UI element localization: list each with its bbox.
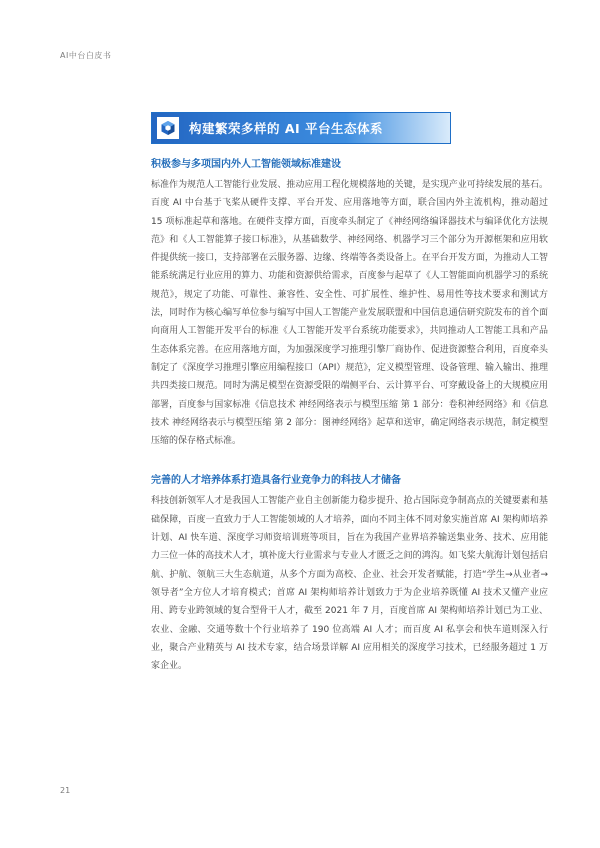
- page-number: 21: [60, 786, 71, 795]
- section-talent: [151, 472, 548, 675]
- running-header: AI中台白皮书: [60, 51, 112, 60]
- section-banner: [151, 112, 451, 144]
- section-heading: 积极参与多项国内外人工智能领域标准建设: [151, 159, 341, 170]
- cube-icon: [157, 117, 179, 139]
- section-title: 构建繁荣多样的 AI 平台生态体系: [189, 121, 384, 136]
- section-paragraph: 科技创新领军人才是我国人工智能产业自主创新能力稳步提升、抢占国际竞争制高点的关键要素和基础保障，百度一直致力于人工智能领域的人才培养，面向不同主体不同对象实施首席 AI 架构师培养计划、AI 快车道、深度学习师资培训班等项目，旨在为我国产业界培养输送集业务、技术、应用能力三位一体的高技术人才，填补庞大行业需求与专业人才匮乏之间的鸿沟。如飞桨大航海计划包括启航、护航、领航三大生态航道，从多个方面为高校、企业、社会开发者赋能，打造“学生→从业者→领导者”全方位人才培育模式；首席 AI 架构师培养计划致力于为企业培养既懂 AI 技术又懂产业应用、跨专业跨领域的复合型骨干人才，截至 2021 年 7 月，百度首席 AI 架构师培养计划已为工业、农业、金融、交通等数十个行业培养了 190 位高端 AI 人才；而百度 AI 私享会和快车道则深入行业，聚合产业精英与 AI 技术专家，结合场景详解 AI 应用相关的深度学习技术，已经服务超过 1 万家企业。: [151, 496, 548, 672]
- main-content: [151, 156, 548, 675]
- section-heading: 完善的人才培养体系打造具备行业竞争力的科技人才储备: [151, 475, 401, 487]
- section-standards: [151, 156, 548, 450]
- section-paragraph: 标准作为规范人工智能行业发展、推动应用工程化规模落地的关键，是实现产业可持续发展的基石。百度 AI 中台基于飞桨从硬件支撑、平台开发、应用落地等方面，联合国内外主流机构，推动超过 15 项标准起草和落地。在硬件支撑方面，百度牵头制定了《神经网络编译器技术与编译优化方法规范》和《人工智能算子接口标准》，从基础数学、神经网络、机器学习三个部分为开源框架和应用软件提供统一接口，支持部署在云服务器、边缘、终端等各类设备上。在平台开发方面，为推动人工智能系统满足行业应用的算力、功能和资源供给需求，百度参与起草了《人工智能面向机器学习的系统规范》，规定了功能、可靠性、兼容性、安全性、可扩展性、维护性、易用性等技术要求和测试方法，同时作为核心编写单位参与编写中国人工智能产业发展联盟和中国信息通信研究院发布的首个面向商用人工智能开发平台的标准《人工智能开发平台系统功能要求》，共同推动人工智能工具和产品生态体系完善。在应用落地方面，为加强深度学习推理引擎厂商协作、促进资源整合利用，百度牵头制定了《深度学习推理引擎应用编程接口（API）规范》，定义模型管理、设备管理、输入输出、推理共四类接口规范。同时为满足模型在资源受限的端侧平台、云计算平台、可穿戴设备上的大规模应用部署，百度参与国家标准《信息技术 神经网络表示与模型压缩 第 1 部分：卷积神经网络》和《信息技术 神经网络表示与模型压缩 第 2 部分：图神经网络》起草和送审，确定网络表示规范，制定模型压缩的保存格式标准。: [151, 180, 548, 447]
